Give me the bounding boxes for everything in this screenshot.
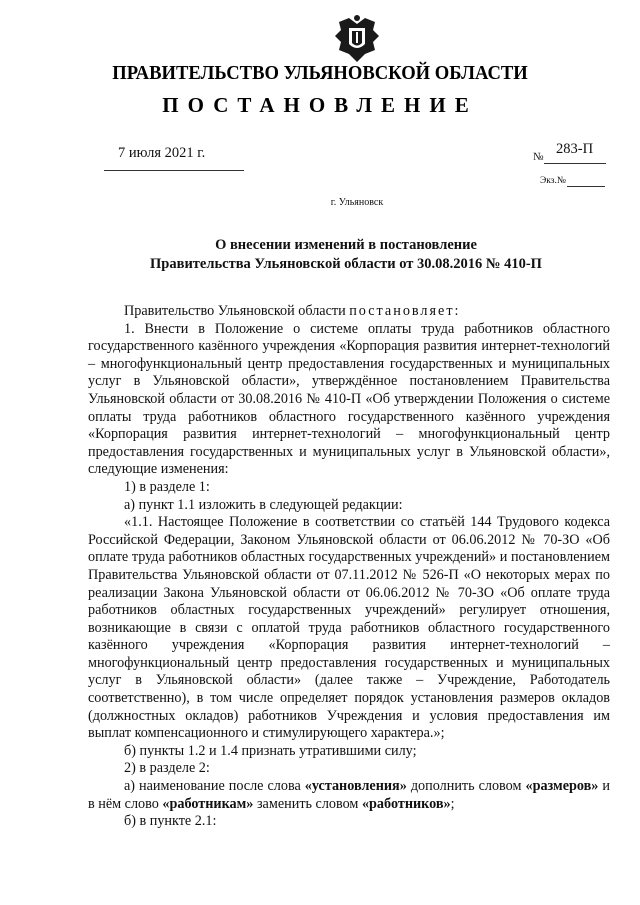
paragraph-5: б) пункты 1.2 и 1.4 признать утратившими силу; [124,742,417,759]
bold-term: «работникам» [162,795,254,812]
copy-underline [567,186,605,187]
text-fragment: дополнить словом [406,778,526,795]
paragraph-3: а) пункт 1.1 изложить в следующей редакции: [124,496,403,513]
paragraph-8: б) в пункте 2.1: [124,813,217,830]
text-fragment: заменить словом [253,795,362,812]
bold-term: «размеров» [525,778,599,795]
document-subject [0,236,640,274]
paragraph-6: 2) в разделе 2: [124,760,210,777]
preamble-subject: Правительство Ульяновской области [124,303,346,319]
paragraph-4: «1.1. Настоящее Положение в соответствии со статьёй 144 Трудового кодекса Российской Федерации, Законом Ульяновской области от 06.06.2012 № 70-ЗО «Об оплате труда работников областных государственных учреждений» и постановлением Правительства Ульяновской области от 07.11.2012 № 526-П «О некоторых мерах по реализации Закона Ульяновской области от 06.06.2012 № 70-ЗО «Об оплате труда работников областных государственных учреждений» регулирует отношения, возникающие в связи с оплатой труда работников областного государственного казённого учреждения «Корпорация развития интернет-технологий – многофункциональный центр предоставления государственных и муниципальных услуг в Ульяновской области» (далее также – Учреждение, Работодатель соответственно), в том числе определяет порядок установления размеров окладов (должностных окладов) работников Учреждения и условия предоставления им выплат компенсационного и стимулирующего характера.»; [88,514,610,742]
number-label: № [533,151,544,163]
text-fragment: и в нём слово [88,778,611,812]
preamble [88,303,610,321]
subject-line-2: Правительства Ульяновской области от 30.08.2016 № 410-П [150,256,542,272]
paragraph-1: 1. Внести в Положение о системе оплаты труда работников областного государственного казённого учреждения «Корпорация развития интернет-технологий – многофункциональный центр предоставления государственных и муниципальных услуг в Ульяновской области», утверждённое постановлением Правительства Ульяновской области от 30.08.2016 № 410-П «Об утверждении Положения о системе оплаты труда работников областного государственного казённого учреждения «Корпорация развития интернет-технологий – многофункциональный центр предоставления государственных и муниципальных услуг в Ульяновской области», следующие изменения: [88,320,610,478]
paragraph-2: 1) в разделе 1: [124,478,210,495]
paragraph-7 [88,778,610,813]
government-title: ПРАВИТЕЛЬСТВО УЛЬЯНОВСКОЙ ОБЛАСТИ [112,62,528,84]
bold-term: «работников» [361,795,451,812]
copy-label: Экз.№ [540,176,566,186]
preamble-verb: постановляет: [349,303,461,319]
text-fragment: ; [450,795,455,812]
document-number: 283-П [556,141,594,157]
date-underline [104,170,244,171]
city: г. Ульяновск [330,197,384,208]
document-body [88,303,610,831]
text-fragment: а) наименование после слова [124,778,305,795]
document-date: 7 июля 2021 г. [118,145,206,161]
document-type: ПОСТАНОВЛЕНИЕ [162,93,478,117]
subject-line-1: О внесении изменений в постановление [215,237,477,253]
number-underline [544,163,606,164]
bold-term: «установления» [304,778,407,795]
coat-of-arms-icon [335,14,379,66]
